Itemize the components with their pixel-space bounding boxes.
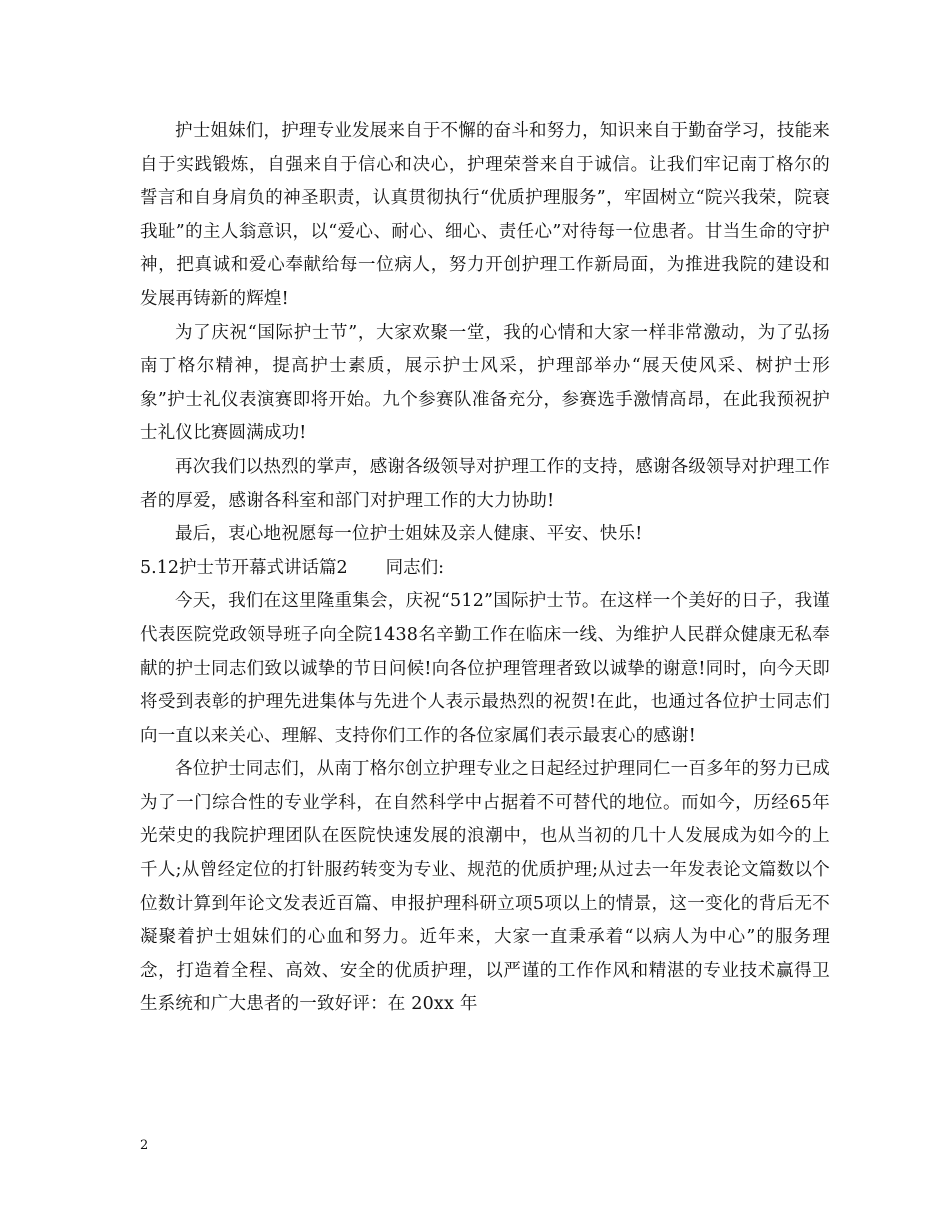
paragraph-3: 再次我们以热烈的掌声，感谢各级领导对护理工作的支持，感谢各级领导对护理工作者的厚爱，感谢各科室和部门对护理工作的大力协助! — [140, 456, 830, 511]
section-title: 5.12护士节开幕式讲话篇2 — [140, 557, 348, 578]
document-body — [140, 115, 830, 1022]
section-heading — [140, 552, 830, 586]
greeting: 同志们: — [385, 557, 445, 578]
page-number: 2 — [140, 1138, 149, 1153]
paragraph-1: 护士姐妹们，护理专业发展来自于不懈的奋斗和努力，知识来自于勤奋学习，技能来自于实践锻炼，自强来自于信心和决心，护理荣誉来自于诚信。让我们牢记南丁格尔的誓言和自身肩负的神圣职责，认真贯彻执行“优质护理服务”，牢固树立“院兴我荣，院衰我耻”的主人翁意识，以“爱心、耐心、细心、责任心”对待每一位患者。甘当生命的守护神，把真诚和爱心奉献给每一位病人，努力开创护理工作新局面，为推进我院的建设和发展再铸新的辉煌! — [140, 121, 830, 309]
paragraph-4: 最后，衷心地祝愿每一位护士姐妹及亲人健康、平安、快乐! — [175, 524, 643, 545]
paragraph-6: 各位护士同志们，从南丁格尔创立护理专业之日起经过护理同仁一百多年的努力已成为了一门综合性的专业学科，在自然科学中占据着不可替代的地位。而如今，历经65年光荣史的我院护理团队在医院快速发展的浪潮中，也从当初的几十人发展成为如今的上千人;从曾经定位的打针服药转变为专业、规范的优质护理;从过去一年发表论文篇数以个位数计算到年论文发表近百篇、申报护理科研立项5项以上的情景，这一变化的背后无不凝聚着护士姐妹们的心血和努力。近年来，大家一直秉承着“以病人为中心”的服务理念，打造着全程、高效、安全的优质护理，以严谨的工作作风和精湛的专业技术赢得卫生系统和广大患者的一致好评：在 20xx 年 — [140, 759, 830, 1015]
paragraph-5: 今天，我们在这里隆重集会，庆祝“512”国际护士节。在这样一个美好的日子，我谨代表医院党政领导班子向全院1438名辛勤工作在临床一线、为维护人民群众健康无私奉献的护士同志们致以诚挚的节日问候!向各位护理管理者致以诚挚的谢意!同时，向今天即将受到表彰的护理先进集体与先进个人表示最热烈的祝贺!在此，也通过各位护士同志们向一直以来关心、理解、支持你们工作的各位家属们表示最衷心的感谢! — [140, 591, 830, 746]
paragraph-2: 为了庆祝“国际护士节”，大家欢聚一堂，我的心情和大家一样非常激动，为了弘扬南丁格尔精神，提高护士素质，展示护士风采，护理部举办“展天使风采、树护士形象”护士礼仪表演赛即将开始。九个参赛队准备充分，参赛选手激情高昂，在此我预祝护士礼仪比赛圆满成功! — [140, 322, 830, 444]
